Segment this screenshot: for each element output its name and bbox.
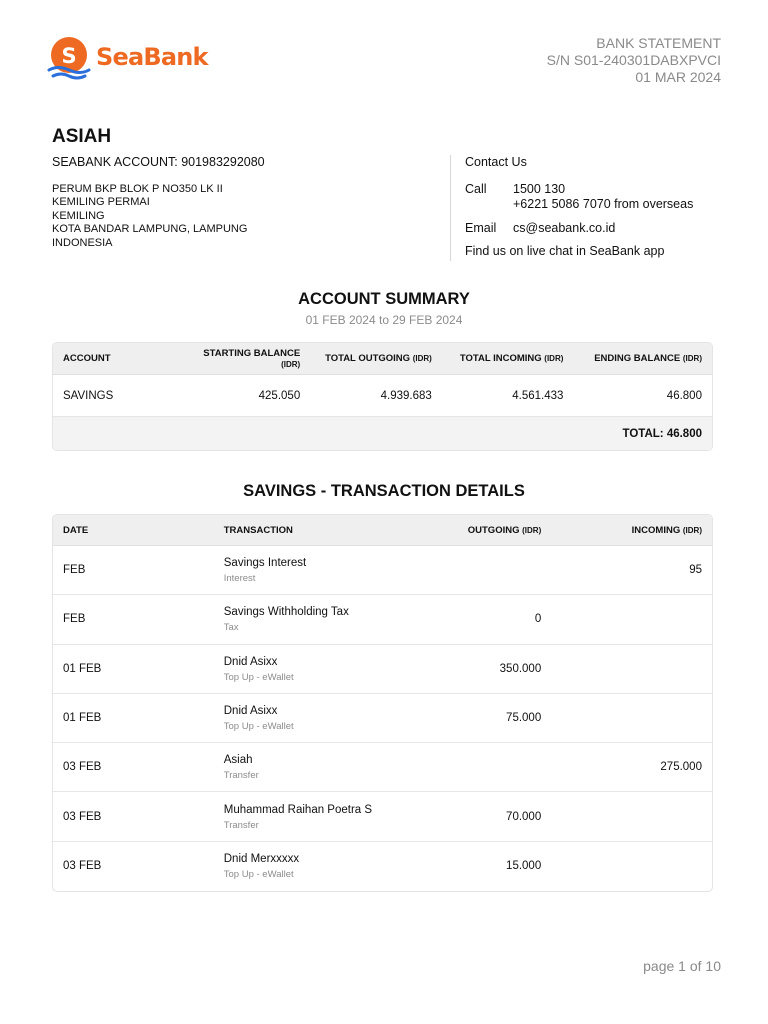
- col-total-incoming: TOTAL INCOMING (IDR): [459, 353, 564, 364]
- cell-outgoing: 350.000: [499, 662, 542, 675]
- address-line: PERUM BKP BLOK P NO350 LK II: [52, 183, 223, 195]
- summary-total: TOTAL: 46.800: [53, 417, 712, 450]
- seabank-logo-icon: [46, 34, 92, 80]
- email-link[interactable]: cs@seabank.co.id: [513, 221, 616, 235]
- cell-incoming: 95: [689, 564, 702, 577]
- transactions-header-row: [53, 515, 712, 546]
- svg-text:S: S: [61, 44, 77, 68]
- table-row: [53, 645, 712, 694]
- statement-serial: S/N S01-240301DABXPVCI: [546, 52, 721, 68]
- cell-starting-balance: 425.050: [258, 389, 301, 402]
- account-number: SEABANK ACCOUNT: 901983292080: [52, 155, 265, 169]
- contact-call-row: [465, 182, 693, 212]
- cell-transaction: [214, 556, 416, 584]
- cell-transaction: [214, 605, 416, 633]
- transaction-category: Top Up - eWallet: [223, 721, 294, 733]
- cell-date: FEB: [63, 613, 86, 626]
- transaction-name: Dnid Asixx: [223, 655, 278, 668]
- transactions-table: [52, 514, 713, 892]
- cell-date: 03 FEB: [63, 810, 102, 823]
- seabank-logo: [46, 34, 208, 80]
- summary-header-row: [53, 343, 712, 375]
- cell-outgoing: 75.000: [506, 712, 542, 725]
- cell-transaction: [214, 852, 416, 880]
- cell-transaction: [214, 803, 416, 831]
- account-summary-table: [52, 342, 713, 451]
- contact-title: Contact Us: [465, 155, 527, 169]
- cell-account: SAVINGS: [63, 389, 114, 402]
- col-date: DATE: [63, 524, 89, 536]
- page-indicator: page 1 of 10: [643, 958, 721, 974]
- cell-transaction: [214, 753, 416, 781]
- col-starting-balance: STARTING BALANCE (IDR): [203, 347, 301, 369]
- transaction-category: Top Up - eWallet: [223, 869, 294, 881]
- email-label: Email: [465, 221, 497, 235]
- transaction-name: Dnid Merxxxxx: [223, 853, 300, 866]
- col-total-outgoing: TOTAL OUTGOING (IDR): [325, 353, 432, 364]
- table-row: [53, 595, 712, 644]
- livechat-note: Find us on live chat in SeaBank app: [465, 244, 665, 258]
- transaction-name: Muhammad Raihan Poetra S: [223, 803, 373, 816]
- account-summary-title: ACCOUNT SUMMARY: [298, 290, 470, 308]
- logo-wordmark: SeaBank: [96, 43, 208, 71]
- address-line: INDONESIA: [52, 236, 113, 249]
- col-account: ACCOUNT: [63, 353, 111, 364]
- table-row: [53, 792, 712, 841]
- call-label: Call: [465, 182, 487, 196]
- cell-date: 01 FEB: [63, 662, 102, 675]
- transactions-body: [53, 546, 712, 891]
- cell-outgoing: 70.000: [506, 810, 542, 823]
- cell-transaction: [214, 655, 416, 683]
- vertical-divider: [450, 155, 451, 261]
- cell-date: FEB: [63, 564, 86, 577]
- table-row: [53, 546, 712, 595]
- transaction-category: Transfer: [223, 770, 259, 782]
- transaction-details-title: SAVINGS - TRANSACTION DETAILS: [243, 482, 525, 500]
- table-row: [53, 375, 712, 417]
- cell-date: 03 FEB: [63, 761, 102, 774]
- cell-transaction: [214, 704, 416, 732]
- cell-date: 01 FEB: [63, 712, 102, 725]
- contact-us-block: [465, 155, 693, 258]
- table-row: [53, 694, 712, 743]
- transaction-name: Dnid Asixx: [223, 705, 278, 718]
- address-line: KEMILING PERMAI: [52, 196, 150, 209]
- call-number[interactable]: 1500 130: [513, 182, 566, 196]
- transaction-name: Savings Withholding Tax: [223, 606, 349, 619]
- col-transaction: TRANSACTION: [223, 524, 293, 536]
- transaction-name: Savings Interest: [223, 557, 307, 570]
- contact-email-row: [465, 221, 693, 236]
- col-ending-balance: ENDING BALANCE (IDR): [594, 353, 702, 364]
- col-incoming: INCOMING (IDR): [631, 524, 702, 536]
- holder-address: [52, 183, 247, 250]
- cell-incoming: 275.000: [660, 761, 702, 774]
- transaction-category: Interest: [223, 573, 256, 585]
- statement-header: [547, 35, 721, 86]
- summary-period: 01 FEB 2024 to 29 FEB 2024: [305, 313, 463, 327]
- transaction-category: Top Up - eWallet: [223, 671, 294, 683]
- call-number-overseas[interactable]: +6221 5086 7070 from overseas: [513, 197, 694, 211]
- col-outgoing: OUTGOING (IDR): [467, 524, 542, 536]
- address-line: KEMILING: [52, 209, 105, 222]
- cell-total-incoming: 4.561.433: [512, 389, 564, 402]
- cell-outgoing: 0: [534, 613, 542, 626]
- address-line: KOTA BANDAR LAMPUNG, LAMPUNG: [52, 223, 248, 236]
- transaction-category: Tax: [223, 622, 239, 634]
- cell-ending-balance: 46.800: [666, 389, 702, 402]
- transaction-category: Transfer: [223, 819, 259, 831]
- transaction-name: Asiah: [223, 754, 253, 767]
- statement-date: 01 MAR 2024: [635, 69, 721, 85]
- table-row: [53, 842, 712, 891]
- cell-outgoing: 15.000: [506, 860, 542, 873]
- cell-total-outgoing: 4.939.683: [380, 389, 432, 402]
- table-row: [53, 743, 712, 792]
- account-holder-name: ASIAH: [52, 126, 112, 147]
- statement-type: BANK STATEMENT: [596, 35, 721, 51]
- cell-date: 03 FEB: [63, 860, 102, 873]
